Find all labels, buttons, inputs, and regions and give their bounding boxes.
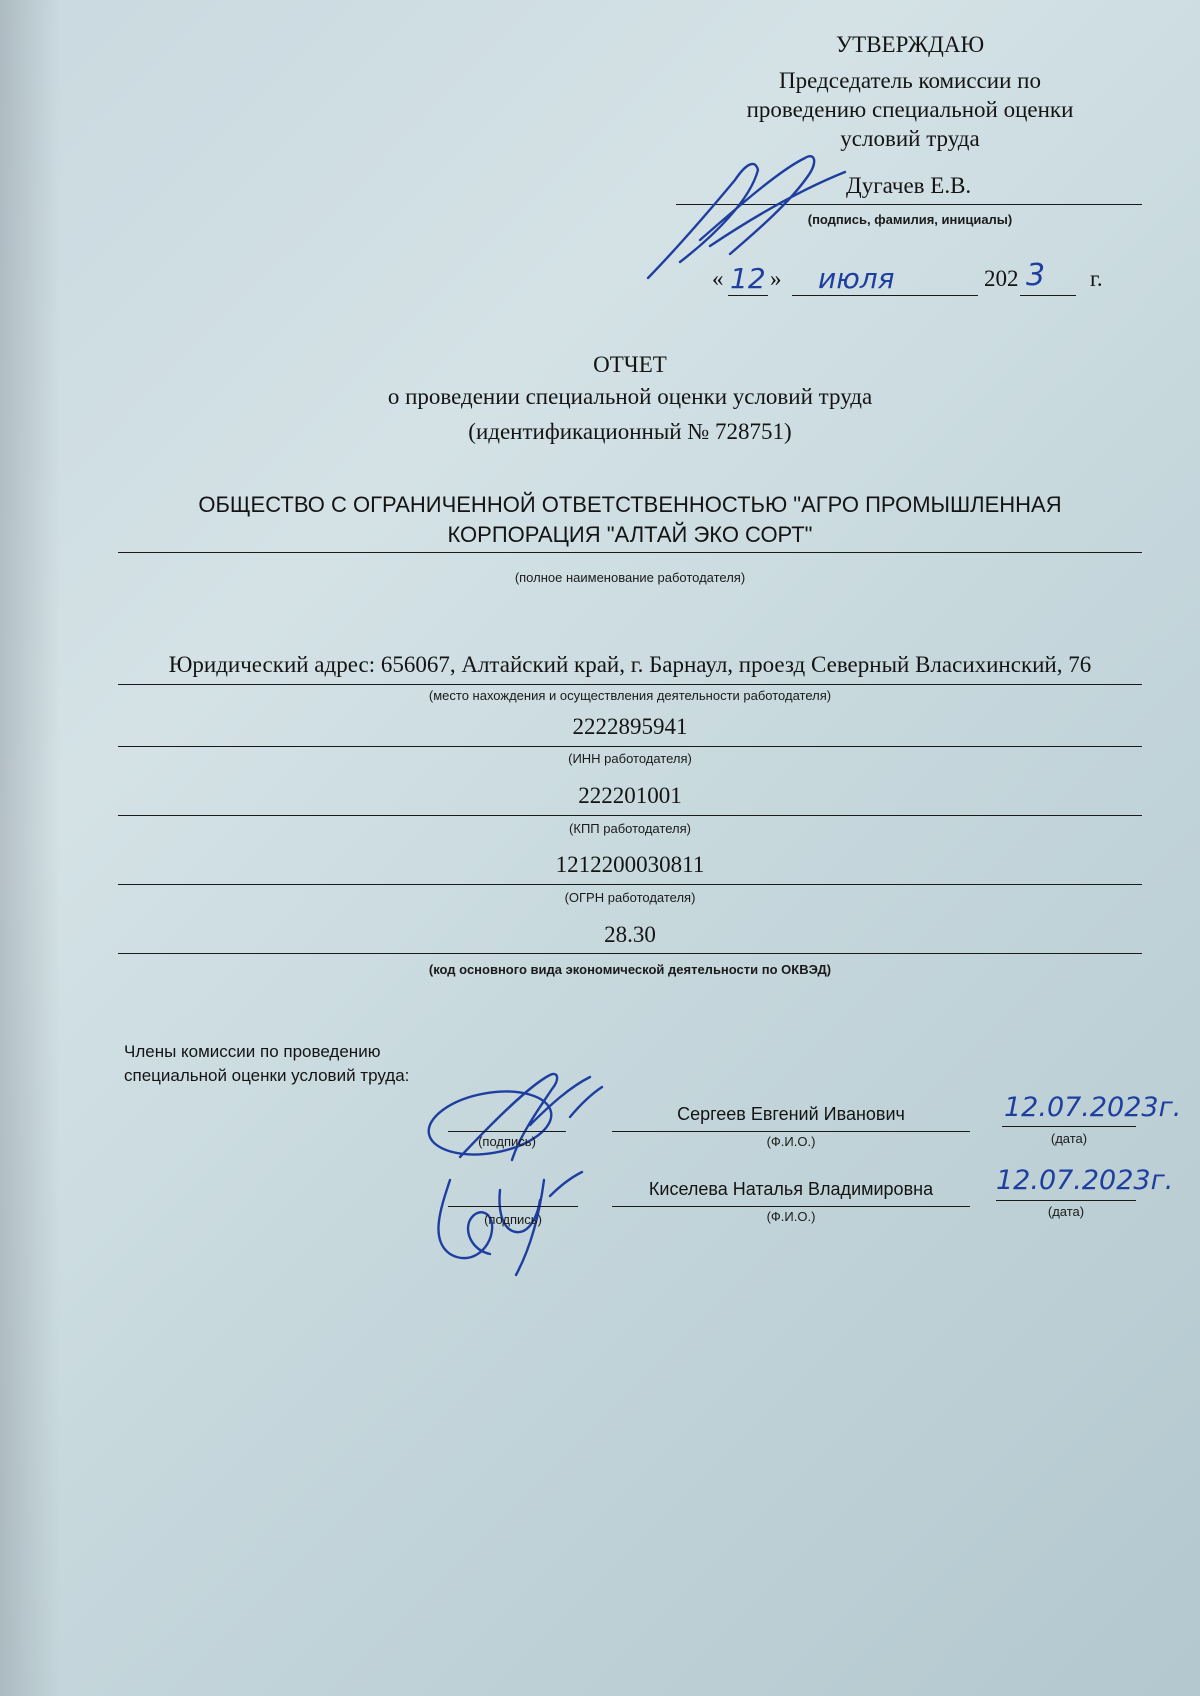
date-open-quote: « xyxy=(712,266,724,291)
member-1-date-line xyxy=(1002,1126,1136,1127)
employer-kpp: 222201001 xyxy=(578,783,682,808)
date-month-line xyxy=(792,295,978,296)
employer-inn-caption: (ИНН работодателя) xyxy=(568,751,692,766)
employer-address-caption: (место нахождения и осуществления деятельности работодателя) xyxy=(428,688,832,703)
date-year-prefix: 202 xyxy=(984,266,1019,291)
employer-ogrn-caption: (ОГРН работодателя) xyxy=(564,890,696,905)
member-2-name-line xyxy=(612,1206,970,1207)
member-2-signature-caption: (подпись) xyxy=(484,1212,542,1227)
member-1-date-caption: (дата) xyxy=(1050,1131,1088,1146)
member-1-name-caption: (Ф.И.О.) xyxy=(766,1134,816,1149)
member-2-date-line xyxy=(996,1200,1136,1201)
member-2-name: Киселева Наталья Владимировна xyxy=(648,1179,934,1199)
date-year-line xyxy=(1020,295,1076,296)
member-1-date: 12.07.2023г. xyxy=(1004,1092,1182,1123)
employer-name-caption: (полное наименование работодателя) xyxy=(514,570,746,585)
employer-kpp-line xyxy=(118,815,1142,816)
employer-inn: 2222895941 xyxy=(572,714,688,739)
scan-shadow xyxy=(0,0,60,1696)
employer-ogrn-line xyxy=(118,884,1142,885)
commission-label: Члены комиссии по проведению специальной оценки условий труда: xyxy=(124,1042,410,1085)
date-month: июля xyxy=(818,262,895,295)
approval-position: Председатель комиссии по проведению специальной оценки условий труда xyxy=(746,68,1074,151)
employer-kpp-caption: (КПП работодателя) xyxy=(569,821,691,836)
member-2-signature-line xyxy=(448,1206,578,1207)
date-year-suffix: 3 xyxy=(1026,258,1046,293)
date-g: г. xyxy=(1090,266,1103,291)
report-subtitle: о проведении специальной оценки условий труда xyxy=(387,384,873,409)
employer-okved: 28.30 xyxy=(604,922,656,947)
approval-heading: УТВЕРЖДАЮ xyxy=(835,32,985,57)
employer-okved-line xyxy=(118,953,1142,954)
employer-name: ОБЩЕСТВО С ОГРАНИЧЕННОЙ ОТВЕТСТВЕННОСТЬЮ "АГРО ПРОМЫШЛЕННАЯ КОРПОРАЦИЯ "АЛТАЙ ЭКО СОРТ" xyxy=(198,492,1062,547)
member-2-date: 12.07.2023г. xyxy=(996,1165,1174,1196)
member-2-date-caption: (дата) xyxy=(1047,1204,1085,1219)
member-1-name: Сергеев Евгений Иванович xyxy=(677,1104,905,1124)
date-close-quote: » xyxy=(770,266,782,291)
date-day-line xyxy=(728,295,768,296)
employer-name-line xyxy=(118,552,1142,553)
member-1-signature-line xyxy=(448,1131,566,1132)
member-1-signature-caption: (подпись) xyxy=(478,1134,536,1149)
member-2-name-caption: (Ф.И.О.) xyxy=(766,1209,816,1224)
approver-name: Дугачев Е.В. xyxy=(846,173,972,198)
date-day: 12 xyxy=(730,262,766,295)
report-title: ОТЧЕТ xyxy=(593,352,667,377)
member-1-name-line xyxy=(612,1131,970,1132)
employer-okved-caption: (код основного вида экономической деятельности по ОКВЭД) xyxy=(428,962,832,977)
employer-ogrn: 1212200030811 xyxy=(555,852,705,877)
employer-address-line xyxy=(118,684,1142,685)
approver-caption: (подпись, фамилия, инициалы) xyxy=(807,212,1013,227)
employer-inn-line xyxy=(118,746,1142,747)
employer-address: Юридический адрес: 656067, Алтайский край, г. Барнаул, проезд Северный Власихинский, 76 xyxy=(168,652,1092,677)
report-id: (идентификационный № 728751) xyxy=(468,419,792,444)
